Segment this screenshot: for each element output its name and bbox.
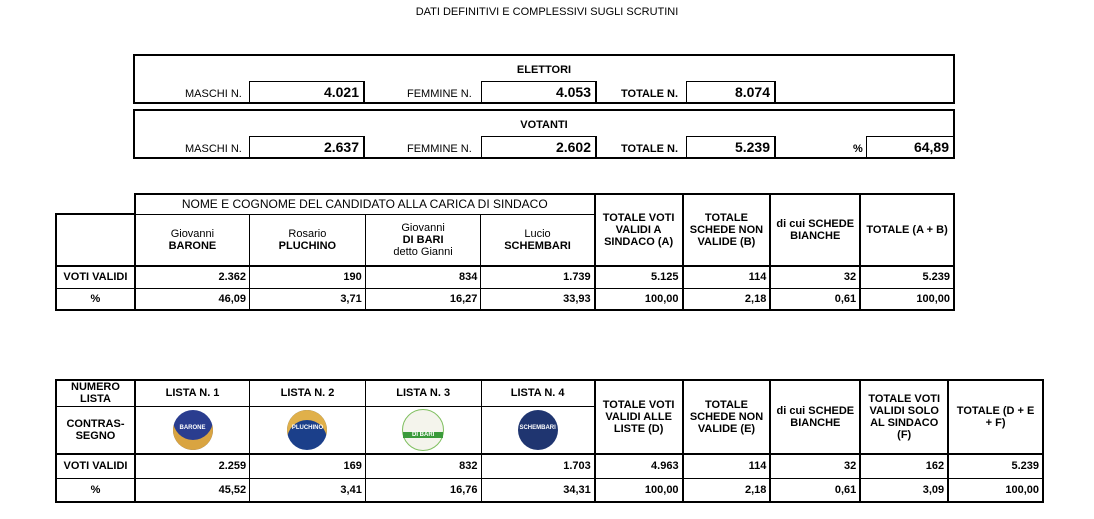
candidate-dibari <box>365 214 481 266</box>
votanti-box <box>133 109 955 159</box>
elettori-maschi-label: MASCHI N. <box>185 88 242 100</box>
candidate-first-name: Lucio <box>524 227 551 240</box>
logo-text: DI BARI <box>403 432 443 438</box>
liste-voti-non-valide: 114 <box>683 454 771 478</box>
candidate-pluchino <box>250 214 366 266</box>
sindaco-col-totale: TOTALE (A + B) <box>860 194 954 266</box>
votanti-heading: VOTANTI <box>520 119 568 131</box>
elettori-femmine-value: 4.053 <box>481 81 597 104</box>
sindaco-perc-barone: 46,09 <box>135 288 250 310</box>
candidate-barone <box>135 214 250 266</box>
sindaco-voti-barone: 2.362 <box>135 266 250 288</box>
sindaco-col-non-valide: TOTALE SCHEDE NON VALIDE (B) <box>683 194 771 266</box>
liste-voti-totale: 5.239 <box>948 454 1043 478</box>
elettori-maschi-value: 4.021 <box>249 81 365 104</box>
liste-voti-bianche: 32 <box>770 454 860 478</box>
sindaco-header: NOME E COGNOME DEL CANDIDATO ALLA CARICA DI SINDACO <box>135 194 595 214</box>
votanti-totale-value: 5.239 <box>686 136 776 159</box>
liste-voti-4: 1.703 <box>481 454 595 478</box>
sindaco-col-bianche: di cui SCHEDE BIANCHE <box>770 194 860 266</box>
barone-logo <box>173 410 213 450</box>
candidate-last-name: BARONE <box>168 239 217 252</box>
logo-text: BARONE <box>179 424 206 431</box>
sindaco-perc-bianche: 0,61 <box>770 288 860 310</box>
sindaco-perc-pluchino: 3,71 <box>250 288 366 310</box>
liste-perc-4: 34,31 <box>481 478 595 502</box>
liste-voti-3: 832 <box>365 454 481 478</box>
candidate-last-name: PLUCHINO <box>278 239 337 252</box>
sindaco-perc-non-valide: 2,18 <box>683 288 771 310</box>
liste-perc-totale-validi: 100,00 <box>595 478 683 502</box>
liste-voti-totale-validi: 4.963 <box>595 454 683 478</box>
candidate-last-name: DI BARI <box>402 233 444 246</box>
sindaco-voti-dibari: 834 <box>365 266 481 288</box>
lista-4-label: LISTA N. 4 <box>481 380 595 406</box>
liste-col-totale: TOTALE (D + E + F) <box>948 380 1043 454</box>
liste-col-non-valide: TOTALE SCHEDE NON VALIDE (E) <box>683 380 771 454</box>
liste-voti-solo-sindaco: 162 <box>860 454 948 478</box>
liste-col-totale-validi: TOTALE VOTI VALIDI ALLE LISTE (D) <box>595 380 683 454</box>
sindaco-voti-totale-validi: 5.125 <box>595 266 683 288</box>
liste-perc-3: 16,76 <box>365 478 481 502</box>
sindaco-perc-totale-validi: 100,00 <box>595 288 683 310</box>
votanti-maschi-label: MASCHI N. <box>185 143 242 155</box>
liste-voti-2: 169 <box>250 454 366 478</box>
votanti-perc-label: % <box>853 143 863 155</box>
elettori-heading: ELETTORI <box>516 64 572 76</box>
sindaco-results-table <box>55 193 955 311</box>
lista-2-logo-cell <box>250 406 366 454</box>
liste-results-table <box>55 379 1044 503</box>
sindaco-voti-non-valide: 114 <box>683 266 771 288</box>
candidate-last-name: SCHEMBARI <box>504 239 571 252</box>
elettori-box <box>133 54 955 104</box>
schembari-logo <box>518 410 558 450</box>
votanti-maschi-value: 2.637 <box>249 136 365 159</box>
candidate-first-name: Giovanni <box>170 227 215 240</box>
sindaco-voti-pluchino: 190 <box>250 266 366 288</box>
page-title: DATI DEFINITIVI E COMPLESSIVI SUGLI SCRUTINI <box>415 6 679 18</box>
elettori-femmine-label: FEMMINE N. <box>407 88 472 100</box>
liste-perc-bianche: 0,61 <box>770 478 860 502</box>
candidate-first-name: Giovanni <box>401 221 445 234</box>
liste-contrassegno-label: CONTRAS-SEGNO <box>56 406 135 454</box>
candidate-nickname: detto Gianni <box>393 245 453 258</box>
sindaco-perc-totale: 100,00 <box>860 288 954 310</box>
liste-row-voti-label: VOTI VALIDI <box>56 454 135 478</box>
liste-perc-non-valide: 2,18 <box>683 478 771 502</box>
liste-col-bianche: di cui SCHEDE BIANCHE <box>770 380 860 454</box>
sindaco-row-voti-label: VOTI VALIDI <box>56 266 135 288</box>
sindaco-corner-cell <box>56 194 135 214</box>
votanti-perc-value: 64,89 <box>866 136 955 159</box>
candidate-first-name: Rosario <box>288 227 327 240</box>
lista-3-label: LISTA N. 3 <box>365 380 481 406</box>
liste-perc-totale: 100,00 <box>948 478 1043 502</box>
sindaco-row-perc-label: % <box>56 288 135 310</box>
lista-1-logo-cell <box>135 406 250 454</box>
elettori-totale-value: 8.074 <box>686 81 776 104</box>
pluchino-logo <box>287 410 327 450</box>
sindaco-perc-dibari: 16,27 <box>365 288 481 310</box>
liste-row-perc-label: % <box>56 478 135 502</box>
liste-col-solo-sindaco: TOTALE VOTI VALIDI SOLO AL SINDACO (F) <box>860 380 948 454</box>
votanti-femmine-value: 2.602 <box>481 136 597 159</box>
lista-1-label: LISTA N. 1 <box>135 380 250 406</box>
votanti-totale-label: TOTALE N. <box>621 143 679 155</box>
sindaco-voti-totale: 5.239 <box>860 266 954 288</box>
sindaco-voti-schembari: 1.739 <box>481 266 595 288</box>
sindaco-empty-label-cell <box>56 214 135 266</box>
lista-2-label: LISTA N. 2 <box>250 380 366 406</box>
sindaco-voti-bianche: 32 <box>770 266 860 288</box>
liste-perc-solo-sindaco: 3,09 <box>860 478 948 502</box>
votanti-femmine-label: FEMMINE N. <box>407 143 472 155</box>
lista-4-logo-cell <box>481 406 595 454</box>
liste-voti-1: 2.259 <box>135 454 250 478</box>
elettori-totale-label: TOTALE N. <box>621 88 679 100</box>
logo-text: SCHEMBARI <box>519 424 556 431</box>
logo-text: PLUCHINO <box>291 424 324 431</box>
liste-perc-1: 45,52 <box>135 478 250 502</box>
liste-numero-label: NUMERO LISTA <box>56 380 135 406</box>
lista-3-logo-cell <box>365 406 481 454</box>
liste-perc-2: 3,41 <box>250 478 366 502</box>
sindaco-col-totale-validi: TOTALE VOTI VALIDI A SINDACO (A) <box>595 194 683 266</box>
candidate-schembari <box>481 214 595 266</box>
sindaco-perc-schembari: 33,93 <box>481 288 595 310</box>
dibari-logo <box>402 409 444 451</box>
